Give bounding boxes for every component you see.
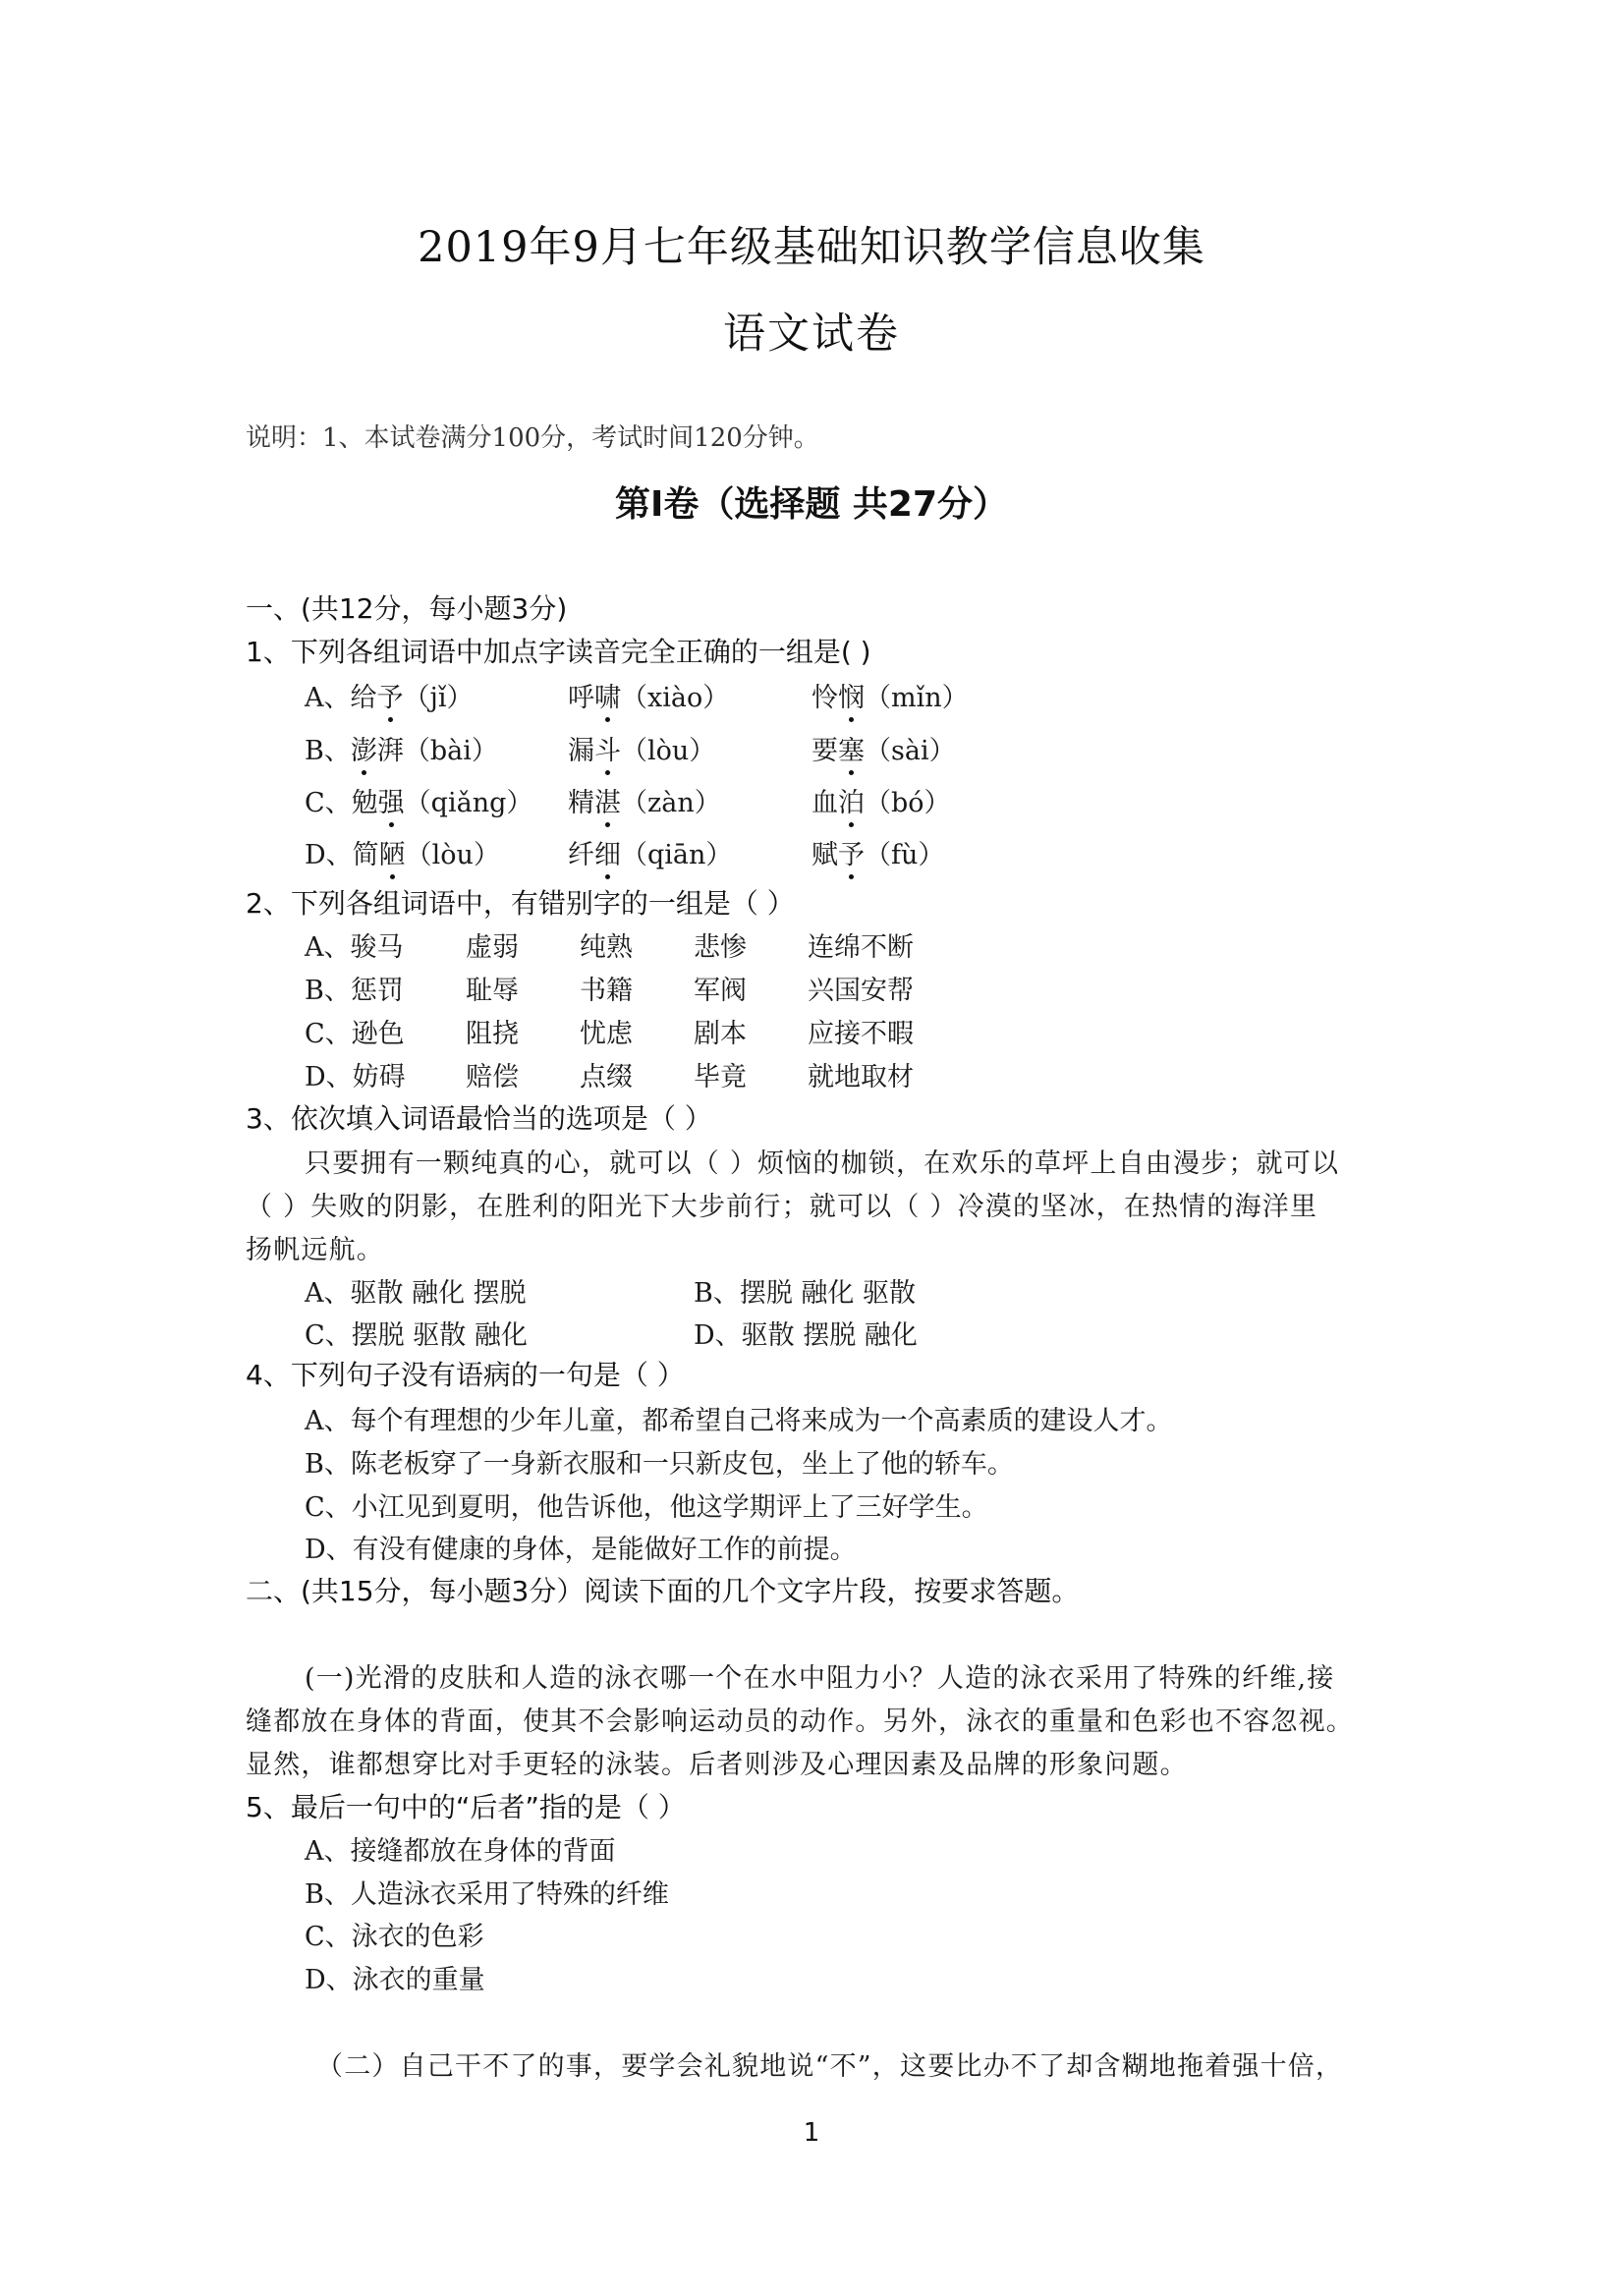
emphasized-character: 予 <box>377 676 404 714</box>
question-5-option-d: D、泳衣的重量 <box>305 1965 485 1995</box>
question-1-option-item <box>305 833 500 871</box>
emphasized-character: 强 <box>378 781 405 819</box>
volume-heading: 第Ⅰ卷（选择题 共27分） <box>614 484 1009 525</box>
question-1-option-item <box>812 729 956 767</box>
emphasized-character: 细 <box>594 833 621 871</box>
question-1-option-item <box>812 781 951 819</box>
option-text: （lòu） <box>405 840 500 870</box>
question-1-option-item <box>568 781 721 819</box>
question-1-option-item <box>812 833 944 871</box>
option-text: （sài） <box>865 736 956 766</box>
question-1-option-item <box>568 729 715 767</box>
passage-1-line: 缝都放在身体的背面，使其不会影响运动员的动作。另外，泳衣的重量和色彩也不容忽视。 <box>246 1707 1354 1737</box>
question-4-option-d: D、有没有健康的身体，是能做好工作的前提。 <box>305 1535 857 1565</box>
question-2-word: 兴国安帮 <box>808 976 914 1006</box>
emphasized-character: 泊 <box>838 781 865 819</box>
question-3-passage-line: 扬帆远航。 <box>246 1235 384 1265</box>
page-number: 1 <box>803 2118 820 2148</box>
emphasized-character: 澎 <box>351 729 377 767</box>
question-5-stem: 5、最后一句中的“后者”指的是（ ） <box>246 1791 686 1823</box>
question-1-option-item <box>305 729 498 767</box>
question-3-option-d: D、驱散 摆脱 融化 <box>694 1320 918 1351</box>
question-3-option-c: C、摆脱 驱散 融化 <box>305 1320 528 1351</box>
question-1-stem: 1、下列各组词语中加点字读音完全正确的一组是( ) <box>246 636 871 668</box>
option-text: （qiān） <box>621 840 733 870</box>
option-text: A、给 <box>305 683 377 713</box>
question-1-option-item <box>568 833 732 871</box>
question-4-option-c: C、小江见到夏明，他告诉他，他这学期评上了三好学生。 <box>305 1492 988 1523</box>
section1-heading: 一、(共12分，每小题3分) <box>246 592 568 625</box>
emphasized-character: 陋 <box>379 833 406 871</box>
option-text: 血 <box>812 788 838 818</box>
option-text: （zàn） <box>621 788 721 818</box>
question-2-word: 耻辱 <box>466 976 519 1006</box>
exam-subtitle: 语文试卷 <box>723 309 900 359</box>
emphasized-character: 斗 <box>594 729 621 767</box>
question-2-word: 悲惨 <box>694 932 747 963</box>
question-2-stem: 2、下列各组词语中，有错别字的一组是（ ） <box>246 887 795 920</box>
option-text: （mǐn） <box>865 683 969 713</box>
question-3-passage-line: （ ）失败的阴影，在胜利的阳光下大步前行；就可以（ ）冷漠的坚冰，在热情的海洋里 <box>246 1192 1318 1222</box>
question-2-word: 虚弱 <box>466 932 519 963</box>
question-5-option-a: A、接缝都放在身体的背面 <box>305 1836 616 1867</box>
question-2-word: 阻挠 <box>466 1019 519 1049</box>
option-text: 精 <box>568 788 594 818</box>
question-2-word: A、骏马 <box>305 932 404 963</box>
question-3-option-a: A、驱散 融化 摆脱 <box>305 1278 527 1309</box>
option-text: （jǐ） <box>403 683 474 713</box>
question-1-option-item <box>812 676 969 714</box>
question-2-word: B、惩罚 <box>305 976 404 1006</box>
exam-title: 2019年9月七年级基础知识教学信息收集 <box>418 223 1205 272</box>
emphasized-character: 湛 <box>594 781 621 819</box>
section2-heading: 二、(共15分，每小题3分）阅读下面的几个文字片段，按要求答题。 <box>246 1575 1080 1607</box>
option-text: 要 <box>812 736 838 766</box>
option-text: （qiǎng） <box>404 788 533 818</box>
question-2-word: 军阀 <box>694 976 747 1006</box>
question-5-option-b: B、人造泳衣采用了特殊的纤维 <box>305 1879 669 1910</box>
question-2-word: C、逊色 <box>305 1019 405 1049</box>
question-1-option-item <box>305 676 474 714</box>
question-2-word: 毕竟 <box>694 1062 747 1092</box>
question-2-word: 剧本 <box>694 1019 747 1049</box>
option-text: 纤 <box>568 840 594 870</box>
option-text: （fù） <box>865 840 945 870</box>
question-2-word: D、妨碍 <box>305 1062 406 1092</box>
option-text: 呼 <box>568 683 594 713</box>
question-4-option-a: A、每个有理想的少年儿童，都希望自己将来成为一个高素质的建设人才。 <box>305 1406 1173 1436</box>
passage-1-line: 显然，谁都想穿比对手更轻的泳装。后者则涉及心理因素及品牌的形象问题。 <box>246 1750 1188 1780</box>
passage-2-line: （二）自己干不了的事，要学会礼貌地说“不”，这要比办不了却含糊地拖着强十倍， <box>316 2051 1344 2082</box>
emphasized-character: 塞 <box>838 729 865 767</box>
emphasized-character: 啸 <box>594 676 621 714</box>
question-4-option-b: B、陈老板穿了一身新衣服和一只新皮包，坐上了他的轿车。 <box>305 1449 1014 1480</box>
question-2-word: 连绵不断 <box>808 932 914 963</box>
option-text: （xiào） <box>621 683 730 713</box>
option-text: B、 <box>305 736 351 766</box>
question-2-word: 纯熟 <box>580 932 633 963</box>
option-text: （lòu） <box>621 736 716 766</box>
option-text: C、勉 <box>305 788 378 818</box>
question-2-word: 书籍 <box>580 976 633 1006</box>
option-text: D、简 <box>305 840 379 870</box>
question-1-option-item <box>305 781 532 819</box>
question-1-option-item <box>568 676 729 714</box>
option-text: 漏 <box>568 736 594 766</box>
exam-instructions: 说明：1、本试卷满分100分，考试时间120分钟。 <box>246 423 819 453</box>
emphasized-character: 予 <box>838 833 865 871</box>
question-3-option-b: B、摆脱 融化 驱散 <box>694 1278 917 1309</box>
question-3-stem: 3、依次填入词语最恰当的选项是（ ） <box>246 1102 712 1135</box>
question-2-word: 点缀 <box>580 1062 633 1092</box>
option-text: 怜 <box>812 683 838 713</box>
question-4-stem: 4、下列句子没有语病的一句是（ ） <box>246 1359 685 1391</box>
question-3-passage-line: 只要拥有一颗纯真的心，就可以（ ）烦恼的枷锁，在欢乐的草坪上自由漫步；就可以 <box>305 1148 1340 1179</box>
question-2-word: 应接不暇 <box>808 1019 914 1049</box>
question-2-word: 忧虑 <box>580 1019 633 1049</box>
question-2-word: 就地取材 <box>808 1062 914 1092</box>
option-text: 赋 <box>812 840 838 870</box>
passage-1-line: (一)光滑的皮肤和人造的泳衣哪一个在水中阻力小？人造的泳衣采用了特殊的纤维,接 <box>305 1663 1335 1694</box>
question-5-option-c: C、泳衣的色彩 <box>305 1922 484 1952</box>
option-text: 湃（bài） <box>376 736 498 766</box>
option-text: （bó） <box>865 788 951 818</box>
question-2-word: 赔偿 <box>466 1062 519 1092</box>
emphasized-character: 悯 <box>838 676 865 714</box>
